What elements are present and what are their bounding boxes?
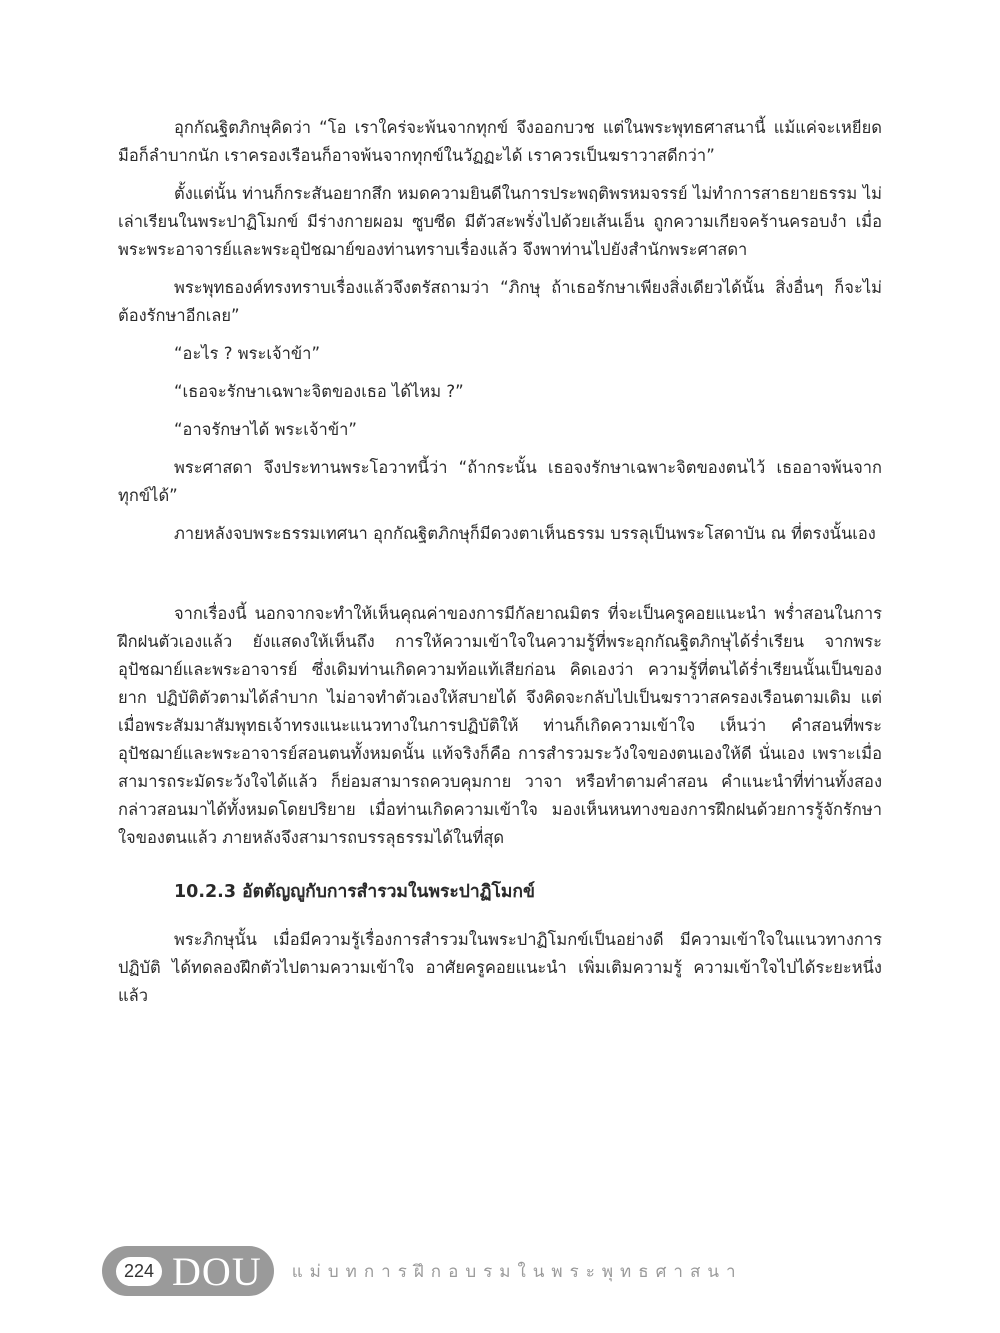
paragraph-monk-thought: อุกกัณฐิตภิกษุคิดว่า “โอ เราใคร่จะพ้นจากทุกข์ จึงออกบวช แต่ในพระพุทธศาสนานี้ แม้แค่จะเหยียดมือก็ลำบากนัก เราครองเรือนก็อาจพ้นจากทุกข์ในวัฏฏะได้ เราควรเป็นฆราวาสดีกว่า”	[118, 118, 882, 165]
dialog-line-2: “เธอจะรักษาเฉพาะจิตของเธอ ได้ไหม ?”	[174, 382, 464, 401]
page-number: 224	[116, 1257, 162, 1286]
paragraph-gap	[118, 558, 882, 600]
dialog-line-1: “อะไร ? พระเจ้าข้า”	[174, 344, 320, 363]
book-title: แม่บทการฝึกอบรมในพระพุทธศาสนา	[291, 1261, 743, 1282]
dou-logo: DOU	[172, 1248, 262, 1294]
body-text	[118, 114, 882, 1020]
paragraph-analysis: จากเรื่องนี้ นอกจากจะทำให้เห็นคุณค่าของการมีกัลยาณมิตร ที่จะเป็นครูคอยแนะนำ พร่ำสอนในการฝึกฝนตัวเองแล้ว ยังแสดงให้เห็นถึง การให้ความเข้าใจในความรู้ที่พระอุกกัณฐิตภิกษุได้ร่ำเรียน จากพระอุปัชฌาย์และพระอาจารย์ ซึ่งเดิมท่านเกิดความท้อแท้เสียก่อน คิดเองว่า ความรู้ที่ตนได้ร่ำเรียนนั้นเป็นของยาก ปฏิบัติตัวตามได้ลำบาก ไม่อาจทำตัวเองให้สบายได้ จึงคิดจะกลับไปเป็นฆราวาสครองเรือนตามเดิม แต่เมื่อพระสัมมาสัมพุทธเจ้าทรงแนะแนวทางในการปฏิบัติให้ ท่านก็เกิดความเข้าใจ เห็นว่า คำสอนที่พระอุปัชฌาย์และพระอาจารย์สอนตนทั้งหมดนั้น แท้จริงก็คือ การสำรวมระวังใจของตนเองให้ดี นั่นเอง เพราะเมื่อสามารถระมัดระวังใจได้แล้ว ก็ย่อมสามารถควบคุมกาย วาจา หรือทำตามคำสอน คำแนะนำที่ท่านทั้งสองกล่าวสอนมาได้ทั้งหมดโดยปริยาย เมื่อท่านเกิดความเข้าใจ มองเห็นหนทางของการฝึกฝนด้วยการรู้จักรักษาใจของตนแล้ว ภายหลังจึงสามารถบรรลุธรรมได้ในที่สุด	[118, 604, 882, 847]
section-heading: 10.2.3 อัตตัญญูกับการสำรวมในพระปาฏิโมกข์	[174, 882, 535, 902]
paragraph-enlightenment: ภายหลังจบพระธรรมเทศนา อุกกัณฐิตภิกษุก็มีดวงตาเห็นธรรม บรรลุเป็นพระโสดาบัน ณ ที่ตรงนั้นเอง	[174, 524, 876, 543]
paragraph-buddha-teaching: พระศาสดา จึงประทานพระโอวาทนี้ว่า “ถ้ากระนั้น เธอจงรักษาเฉพาะจิตของตนไว้ เธออาจพ้นจากทุกข์ได้”	[118, 458, 882, 505]
dialog-line-3: “อาจรักษาได้ พระเจ้าข้า”	[174, 420, 357, 439]
page-footer	[102, 1243, 882, 1299]
paragraph-monk-discouraged: ตั้งแต่นั้น ท่านก็กระสันอยากสึก หมดความยินดีในการประพฤติพรหมจรรย์ ไม่ทำการสาธยายธรรม ไม่เล่าเรียนในพระปาฏิโมกข์ มีร่างกายผอม ซูบซีด มีตัวสะพรั่งไปด้วยเส้นเอ็น ถูกความเกียจคร้านครอบงำ เมื่อพระพระอาจารย์และพระอุปัชฌาย์ของท่านทราบเรื่องแล้ว จึงพาท่านไปยังสำนักพระศาสดา	[118, 184, 882, 259]
footer-badge	[102, 1246, 274, 1296]
paragraph-buddha-question: พระพุทธองค์ทรงทราบเรื่องแล้วจึงตรัสถามว่า “ภิกษุ ถ้าเธอรักษาเพียงสิ่งเดียวได้นั้น สิ่งอื่นๆ ก็จะไม่ต้องรักษาอีกเลย”	[118, 278, 882, 325]
section-paragraph: พระภิกษุนั้น เมื่อมีความรู้เรื่องการสำรวมในพระปาฏิโมกข์เป็นอย่างดี มีความเข้าใจในแนวทางการปฏิบัติ ได้ทดลองฝึกตัวไปตามความเข้าใจ อาศัยครูคอยแนะนำ เพิ่มเติมความรู้ ความเข้าใจไปได้ระยะหนึ่งแล้ว	[118, 930, 882, 1005]
